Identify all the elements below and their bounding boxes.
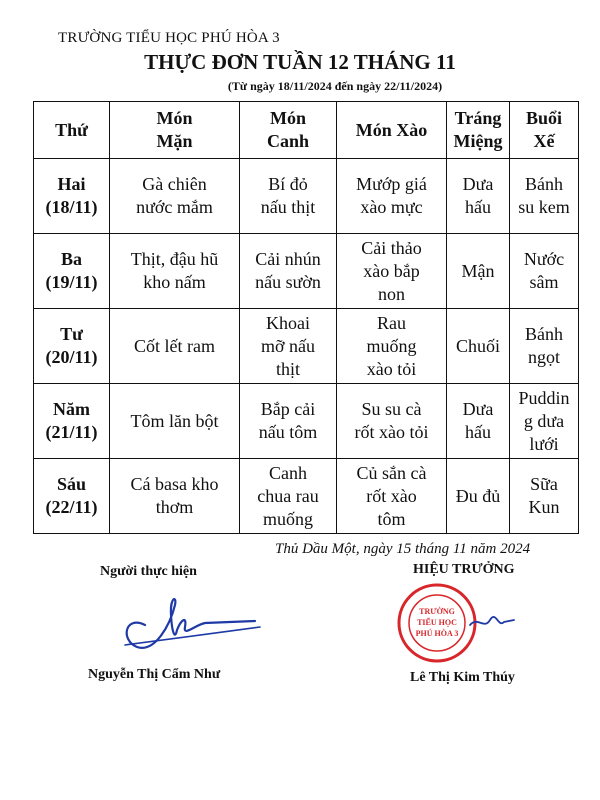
stir-fry-cell: Su su cà rốt xào tỏi [337,384,447,459]
dessert-cell: Dưa hấu [447,159,510,234]
day-cell: Sáu (22/11) [34,459,110,534]
preparer-role: Người thực hiện [100,564,197,579]
snack-cell: Bánh su kem [510,159,579,234]
day-cell: Ba (19/11) [34,234,110,309]
snack-cell: Bánh ngọt [510,309,579,384]
school-seal [392,580,517,665]
header-day: Thứ [34,102,110,159]
principal-name: Lê Thị Kim Thúy [410,670,515,685]
soup-cell: Bắp cải nấu tôm [240,384,337,459]
seal-text-line-2: TIỂU HỌC [417,618,457,627]
header-dessert: Tráng Miệng [447,102,510,159]
main-dish-cell: Thịt, đậu hũ kho nấm [110,234,240,309]
table-row [34,384,579,459]
snack-cell: Nước sâm [510,234,579,309]
dessert-cell: Dưa hấu [447,384,510,459]
preparer-name: Nguyễn Thị Cẩm Như [88,667,221,682]
menu-table [33,101,579,534]
table-row [34,159,579,234]
seal-text-line-1: TRƯỜNG [419,607,455,616]
header-afternoon-snack: Buổi Xế [510,102,579,159]
table-row [34,459,579,534]
main-dish-cell: Cá basa kho thơm [110,459,240,534]
soup-cell: Cải nhún nấu sườn [240,234,337,309]
snack-cell: Sữa Kun [510,459,579,534]
day-cell: Năm (21/11) [34,384,110,459]
stir-fry-cell: Củ sắn cà rốt xào tôm [337,459,447,534]
day-cell: Hai (18/11) [34,159,110,234]
table-header-row [34,102,579,159]
soup-cell: Khoai mỡ nấu thịt [240,309,337,384]
table-row [34,234,579,309]
table-row [34,309,579,384]
stir-fry-cell: Rau muống xào tỏi [337,309,447,384]
header-stir-fry: Món Xào [337,102,447,159]
soup-cell: Bí đỏ nấu thịt [240,159,337,234]
soup-cell: Canh chua rau muống [240,459,337,534]
header-soup: Món Canh [240,102,337,159]
main-dish-cell: Gà chiên nước mắm [110,159,240,234]
signature-underline [125,627,260,645]
main-dish-cell: Tôm lăn bột [110,384,240,459]
date-range: (Từ ngày 18/11/2024 đến ngày 22/11/2024) [227,79,443,93]
dessert-cell: Đu đủ [447,459,510,534]
signature-stroke [127,599,255,648]
seal-text-line-3: PHÚ HÒA 3 [415,629,459,638]
dessert-cell: Chuối [447,309,510,384]
preparer-signature [115,585,265,660]
day-cell: Tư (20/11) [34,309,110,384]
principal-role: HIỆU TRƯỞNG [413,562,515,577]
page-title: THỰC ĐƠN TUẦN 12 THÁNG 11 [144,50,456,74]
stir-fry-cell: Cải thảo xào bắp non [337,234,447,309]
dessert-cell: Mận [447,234,510,309]
snack-cell: Puddin g dưa lưới [510,384,579,459]
school-name: TRƯỜNG TIỂU HỌC PHÚ HÒA 3 [58,30,280,46]
place-date: Thủ Dầu Một, ngày 15 tháng 11 năm 2024 [275,541,531,557]
principal-signature [470,617,514,625]
header-main-dish: Món Mặn [110,102,240,159]
main-dish-cell: Cốt lết ram [110,309,240,384]
stir-fry-cell: Mướp giá xào mực [337,159,447,234]
